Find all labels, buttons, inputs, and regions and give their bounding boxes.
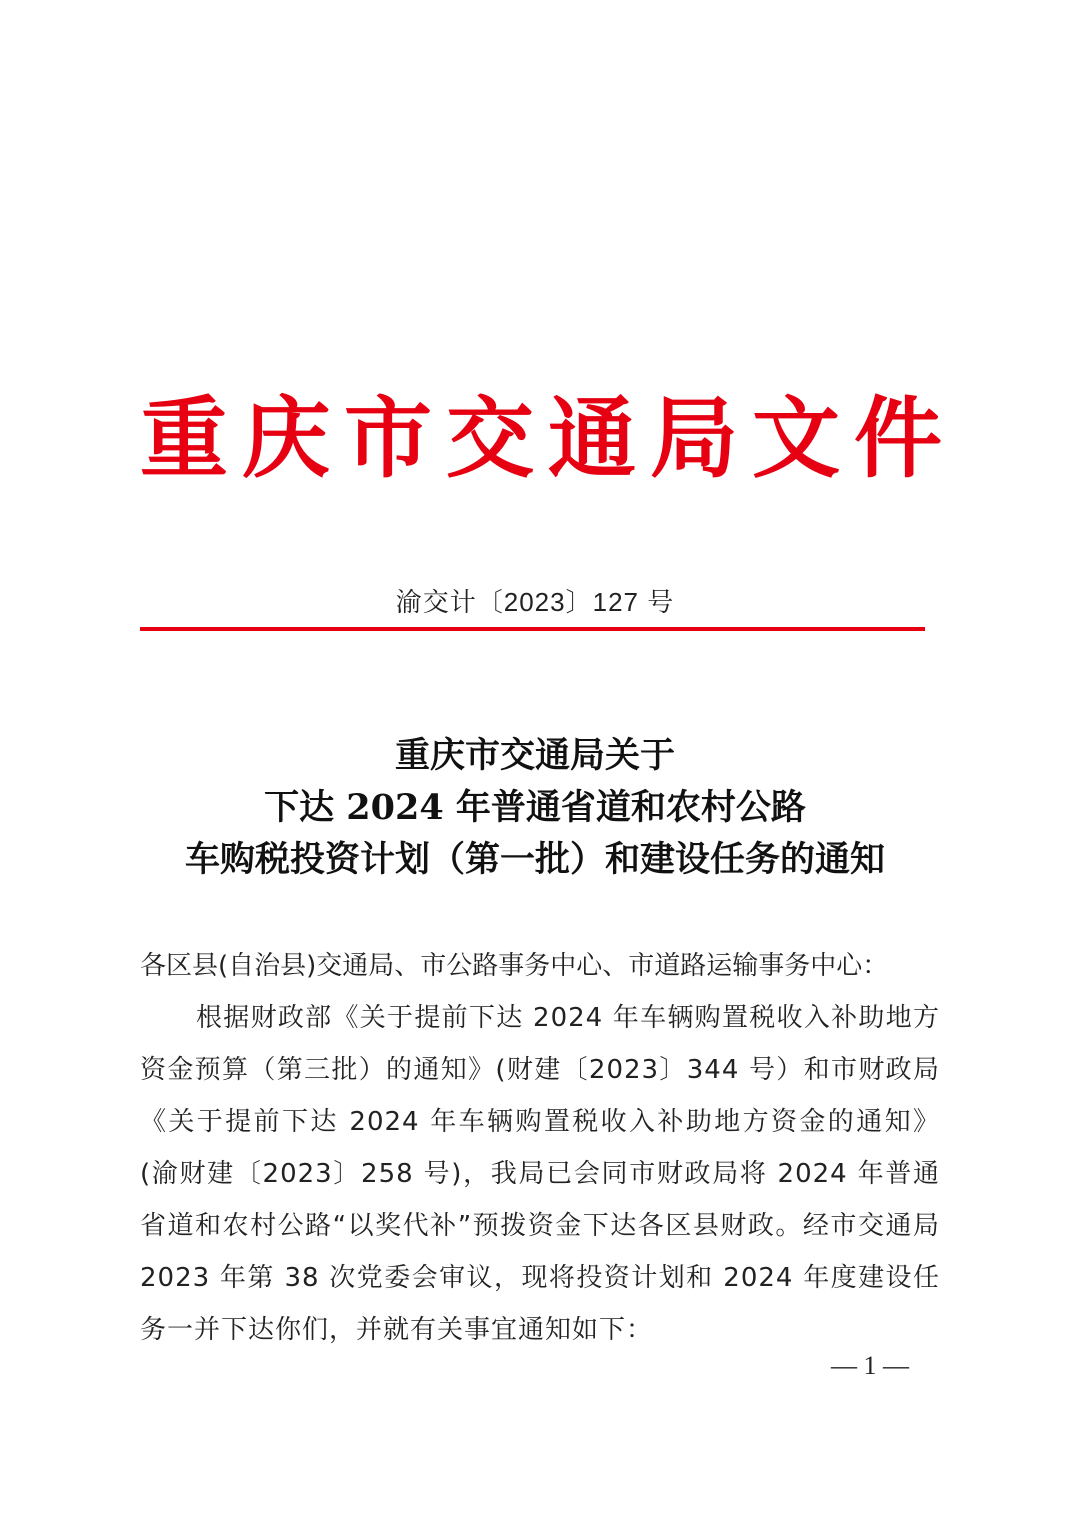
title-line-3: 车购税投资计划（第一批）和建设任务的通知 <box>184 839 885 880</box>
notice-body <box>140 940 940 1356</box>
masthead-title: 重庆市交通局文件 <box>140 386 957 490</box>
title-line-1: 重庆市交通局关于 <box>394 735 675 776</box>
body-paragraph: 根据财政部《关于提前下达 2024 年车辆购置税收入补助地方资金预算（第三批）的通知》(财建〔2023〕344 号）和市财政局《关于提前下达 2024 年车辆购置税收入补助地方资金的通知》(渝财建〔2023〕258 号)，我局已会同市财政局将 2024 年普通省道和农村公路“以奖代补”预拨资金下达各区县财政。经市交通局 2023 年第 38 次党委会审议，现将投资计划和 2024 年度建设任务一并下达你们，并就有关事宜通知如下： <box>140 1003 940 1345</box>
title-line-2: 下达 2024 年普通省道和农村公路 <box>264 787 806 828</box>
red-divider-line <box>140 627 925 631</box>
salutation: 各区县(自治县)交通局、市公路事务中心、市道路运输事务中心： <box>140 951 889 981</box>
document-number: 渝交计〔2023〕127 号 <box>395 587 675 617</box>
page-number: — 1 — <box>831 1351 909 1380</box>
notice-title <box>120 730 950 886</box>
